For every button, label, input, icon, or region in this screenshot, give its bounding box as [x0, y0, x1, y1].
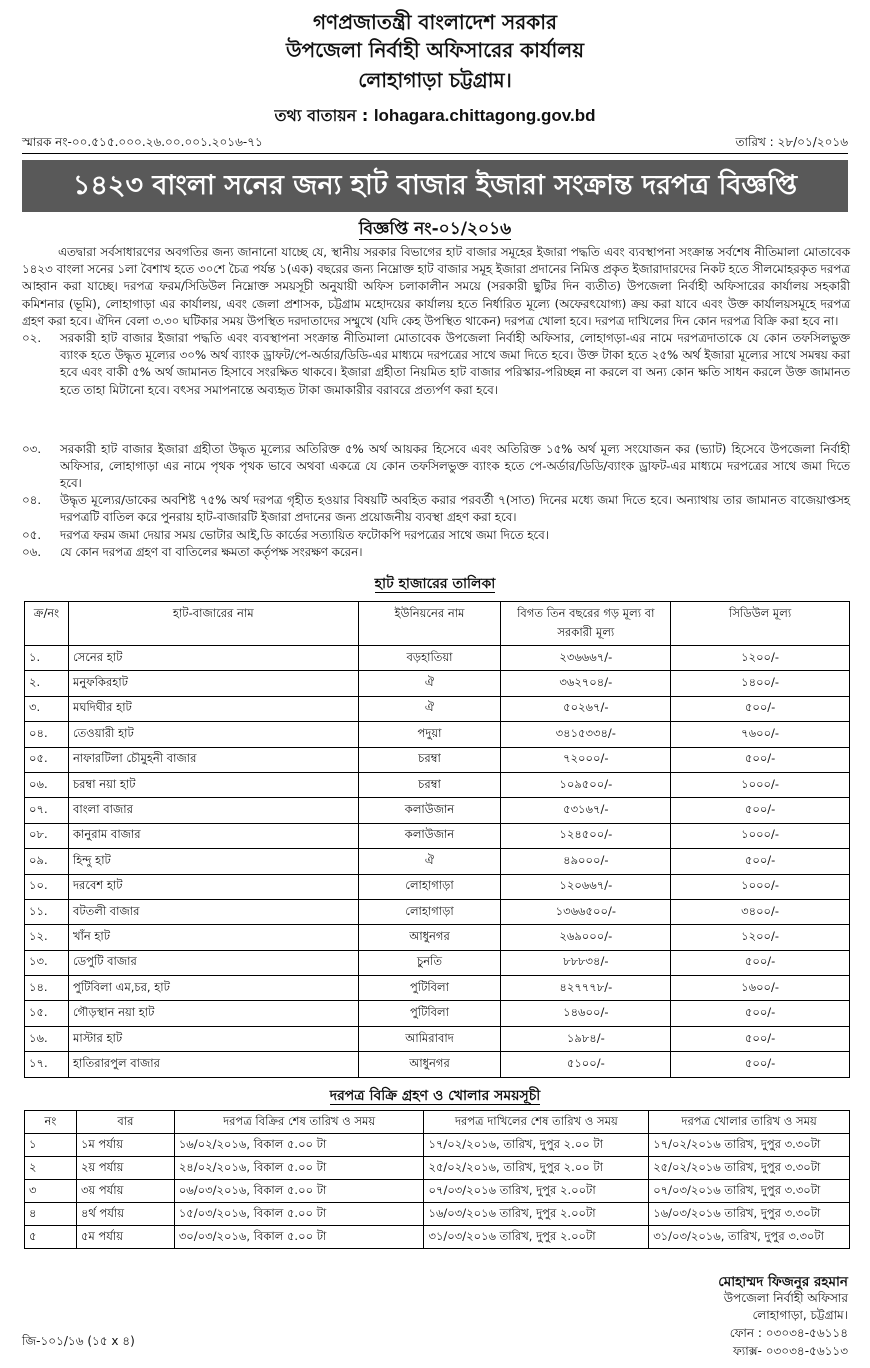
cell-serial: ১৪. [25, 976, 69, 1001]
table-row [25, 747, 850, 772]
cell-submit-deadline: ০৭/০৩/২০১৬ তারিখ, দুপুর ২.০০টা [424, 1180, 649, 1203]
cell-avg-price: ৭২০০০/- [501, 747, 671, 772]
cell-round: ২য় পর্যায় [76, 1157, 174, 1180]
cell-hat-name: সেনের হাট [68, 646, 358, 671]
cell-opening: ১৬/০৩/২০১৬ তারিখ, দুপুর ৩.৩০টা [649, 1203, 850, 1226]
cell-union: আধুনগর [358, 1052, 501, 1077]
col-header-sale-deadline: দরপত্র বিক্রির শেষ তারিখ ও সময় [174, 1111, 424, 1134]
cell-submit-deadline: ১৭/০২/২০১৬, তারিখ, দুপুর ২.০০ টা [424, 1134, 649, 1157]
cell-round: ১ম পর্যায় [76, 1134, 174, 1157]
clause-03 [22, 441, 850, 493]
col-header-round: বার [76, 1111, 174, 1134]
cell-union: পুটিবিলা [358, 976, 501, 1001]
cell-sale-deadline: ৩০/০৩/২০১৬, বিকাল ৫.০০ টা [174, 1226, 424, 1249]
col-header-no: নং [25, 1111, 77, 1134]
hat-list-title [0, 572, 870, 596]
cell-serial: ১৬. [25, 1026, 69, 1051]
cell-schedule-price: ৫০০/- [671, 950, 850, 975]
cell-union: কলাউজান [358, 798, 501, 823]
cell-hat-name: গৌড়স্থান নয়া হাট [68, 1001, 358, 1026]
cell-avg-price: ১৪৬০০/- [501, 1001, 671, 1026]
cell-avg-price: ১০৯৫০০/- [501, 772, 671, 797]
cell-avg-price: ৪৯০০০/- [501, 849, 671, 874]
cell-opening: ৩১/০৩/২০১৬, তারিখ, দুপুর ৩.৩০টা [649, 1226, 850, 1249]
cell-hat-name: বটতলী বাজার [68, 899, 358, 924]
memo-date: তারিখ : ২৮/০১/২০১৬ [735, 135, 848, 149]
table-row [25, 696, 850, 721]
clause-number: ০৬. [22, 545, 42, 559]
cell-avg-price: ১৩৬৬৫০০/- [501, 899, 671, 924]
clause-number: ০৪. [22, 493, 42, 507]
table-header-row [25, 1111, 850, 1134]
memo-reference: স্মারক নং-০০.৫১৫.০০০.২৬.০০.০০১.২০১৬-৭১ [22, 135, 263, 149]
cell-schedule-price: ৫০০/- [671, 696, 850, 721]
cell-avg-price: ২৩৬৬৬৭/- [501, 646, 671, 671]
cell-union: ঐ [358, 849, 501, 874]
cell-avg-price: ১৯৮৪/- [501, 1026, 671, 1051]
table-row [25, 899, 850, 924]
col-header-avg-price: বিগত তিন বছরের গড় মূল্য বা সরকারী মূল্য [501, 602, 671, 646]
cell-opening: ০৭/০৩/২০১৬ তারিখ, দুপুর ৩.৩০টা [649, 1180, 850, 1203]
cell-sale-deadline: ০৬/০৩/২০১৬, বিকাল ৫.০০ টা [174, 1180, 424, 1203]
table-row [25, 1226, 850, 1249]
cell-schedule-price: ১০০০/- [671, 772, 850, 797]
cell-union: আমিরাবাদ [358, 1026, 501, 1051]
clause-05 [22, 527, 850, 544]
cell-avg-price: ৫০২৬৭/- [501, 696, 671, 721]
footer-print-code: জি-১০১/১৬ (১৫ x ৪) [22, 1334, 135, 1348]
cell-hat-name: খাঁন হাট [68, 925, 358, 950]
table-row [25, 722, 850, 747]
table-row [25, 950, 850, 975]
cell-avg-price: ৫১০০/- [501, 1052, 671, 1077]
cell-schedule-price: ৫০০/- [671, 1026, 850, 1051]
cell-serial: ০৪. [25, 722, 69, 747]
cell-schedule-price: ৫০০/- [671, 1052, 850, 1077]
cell-hat-name: পুটিবিলা এম,চর, হাট [68, 976, 358, 1001]
cell-serial: ১১. [25, 899, 69, 924]
cell-schedule-price: ৫০০/- [671, 747, 850, 772]
cell-avg-price: ১২০৬৬৭/- [501, 874, 671, 899]
signatory-title: উপজেলা নির্বাহী অফিসার [723, 1291, 848, 1305]
header-office-name: উপজেলা নির্বাহী অফিসারের কার্যালয় [285, 38, 584, 62]
table-row [25, 1157, 850, 1180]
cell-avg-price: ৫৩১৬৭/- [501, 798, 671, 823]
table-row [25, 1203, 850, 1226]
cell-round: ৫ম পর্যায় [76, 1226, 174, 1249]
portal-label: তথ্য বাতায়ন : [274, 106, 369, 125]
cell-schedule-price: ১২০০/- [671, 646, 850, 671]
table-row [25, 671, 850, 696]
cell-round: ৪র্থ পর্যায় [76, 1203, 174, 1226]
signatory-phone: ফোন : ০৩০৩৪-৫৬১১৪ [729, 1326, 848, 1340]
col-header-schedule-price: সিডিউল মূল্য [671, 602, 850, 646]
clause-text: যে কোন দরপত্র গ্রহণ বা বাতিলের ক্ষমতা কর্তৃপক্ষ সংরক্ষণ করেন। [60, 545, 363, 559]
cell-no: ১ [25, 1134, 77, 1157]
cell-serial: ১৫. [25, 1001, 69, 1026]
cell-hat-name: ডেপুটি বাজার [68, 950, 358, 975]
cell-avg-price: ১২৪৫০০/- [501, 823, 671, 848]
cell-avg-price: ৮৮৮৩৪/- [501, 950, 671, 975]
col-header-union: ইউনিয়নের নাম [358, 602, 501, 646]
table-row [25, 925, 850, 950]
cell-schedule-price: ৫০০/- [671, 1001, 850, 1026]
table-row [25, 1180, 850, 1203]
table-header-row [25, 602, 850, 646]
cell-union: চরম্বা [358, 747, 501, 772]
cell-opening: ১৭/০২/২০১৬ তারিখ, দুপুর ৩.৩০টা [649, 1134, 850, 1157]
header-location: লোহাগাড়া চট্টগ্রাম। [358, 68, 512, 92]
cell-schedule-price: ১২০০/- [671, 925, 850, 950]
cell-serial: ৩. [25, 696, 69, 721]
col-header-serial: ক্র/নং [25, 602, 69, 646]
cell-serial: ১. [25, 646, 69, 671]
clause-number: ০৫. [22, 528, 42, 542]
notice-number-text: বিজ্ঞপ্তি নং-০১/২০১৬ [358, 219, 512, 239]
cell-no: ৫ [25, 1226, 77, 1249]
cell-serial: ০৯. [25, 849, 69, 874]
hat-bazar-table [24, 601, 850, 1078]
cell-sale-deadline: ২৪/০২/২০১৬, বিকাল ৫.০০ টা [174, 1157, 424, 1180]
cell-submit-deadline: ২৫/০২/২০১৬, তারিখ, দুপুর ২.০০ টা [424, 1157, 649, 1180]
cell-union: লোহাগাড়া [358, 874, 501, 899]
portal-url-link[interactable]: lohagara.chittagong.gov.bd [373, 106, 596, 125]
cell-union: পদুয়া [358, 722, 501, 747]
cell-union: পুটিবিলা [358, 1001, 501, 1026]
cell-sale-deadline: ১৫/০৩/২০১৬, বিকাল ৫.০০ টা [174, 1203, 424, 1226]
cell-hat-name: মাস্টার হাট [68, 1026, 358, 1051]
cell-hat-name: চরম্বা নয়া হাট [68, 772, 358, 797]
cell-hat-name: মঘদিঘীর হাট [68, 696, 358, 721]
clause-text: সরকারী হাট বাজার ইজারা পদ্ধতি এবং ব্যবস্থাপনা সংক্রান্ত নীতিমালা মোতাবেক উপজেলা নির্বাহী অফিসার, লোহাগড়া-এর নামে দরপত্রদাতাকে যে কোন তফসিলভুক্ত ব্যাংক হতে উদ্ধৃত মূল্যের ৩০% অর্থ ব্যাংক ড্রাফট/পে-অর্ডার/ডিডি-এর মাধ্যমে দরপত্রের সাথে জমা দিতে হবে। উক্ত টাকা হতে ২৫% অর্থ ইজারা মূল্যের সাথে সমন্বয় করা হবে এবং বাকী ৫% অর্থ জামানত হিসাবে সংরক্ষিত থাকবে। ইজারা গ্রহীতা নিয়মিত হাট বাজার পরিস্কার-পরিচ্ছন্ন না করলে বা অন্য কোন ক্ষতি সাধন করলে উক্ত জামানত হতে তাহা মিটানো হবে। বৎসর সমাপনান্তে অব্যহৃত টাকা জমাকারীর বরাবরে প্রত্যর্পণ করা হবে। [60, 331, 850, 397]
cell-no: ৩ [25, 1180, 77, 1203]
cell-hat-name: মনুফকিরহাট [68, 671, 358, 696]
table-row [25, 1134, 850, 1157]
signatory-name: মোহাম্মদ ফিজনুর রহমান [718, 1274, 848, 1290]
cell-submit-deadline: ১৬/০৩/২০১৬ তারিখ, দুপুর ২.০০টা [424, 1203, 649, 1226]
clause-06 [22, 544, 850, 561]
cell-serial: ০৫. [25, 747, 69, 772]
cell-avg-price: ৩৬২৭০৪/- [501, 671, 671, 696]
cell-union: আধুনগর [358, 925, 501, 950]
cell-serial: ০৬. [25, 772, 69, 797]
cell-avg-price: ৩৪১৫৩৩৪/- [501, 722, 671, 747]
schedule-title-text: দরপত্র বিক্রি গ্রহণ ও খোলার সময়সূচী [329, 1088, 541, 1104]
cell-no: ৪ [25, 1203, 77, 1226]
cell-opening: ২৫/০২/২০১৬ তারিখ, দুপুর ৩.৩০টা [649, 1157, 850, 1180]
cell-serial: ১৭. [25, 1052, 69, 1077]
cell-round: ৩য় পর্যায় [76, 1180, 174, 1203]
cell-union: ঐ [358, 696, 501, 721]
table-row [25, 1026, 850, 1051]
hat-list-title-text: হাট হাজারের তালিকা [374, 576, 496, 592]
cell-schedule-price: ৩৪০০/- [671, 899, 850, 924]
cell-hat-name: তেওয়ারী হাট [68, 722, 358, 747]
cell-serial: ১৩. [25, 950, 69, 975]
cell-union: ঐ [358, 671, 501, 696]
notice-number [0, 216, 870, 244]
clause-number: ০২. [22, 331, 42, 345]
cell-schedule-price: ৫০০/- [671, 849, 850, 874]
clause-text: সরকারী হাট বাজার ইজারা গ্রহীতা উদ্ধৃত মূল্যের অতিরিক্ত ৫% অর্থ আয়কর হিসেবে এবং অতিরিক্ত ১৫% অর্থ মূল্য সংযোজন কর (ভ্যাট) হিসেবে উপজেলা নির্বাহী অফিসার, লোহাগাড়া এর নামে পৃথক পৃথক ভাবে অথবা একত্রে যে কোন তফসিলভুক্ত ব্যাংক হতে পে-অর্ডার/ডিডি/ব্যাংক ড্রাফট-এর মাধ্যমে দরপত্রের সাথে জমা দিতে হবে। [60, 442, 850, 491]
clause-text: উদ্ধৃত মূল্যের/ডাকের অবশিষ্ট ৭৫% অর্থ দরপত্র গৃহীত হওয়ার বিষয়টি অবহিত করার পরবর্তী ৭(সাত) দিনের মধ্যে জমা দিতে হবে। অন্যাথায় তার জামানত বাজেয়াপ্তসহ দরপত্রটি বাতিল করে পুনরায় হাট-বাজারটি ইজারা প্রদানের জন্য প্রয়োজনীয় ব্যবস্থা গ্রহণ করা হবে। [60, 493, 850, 525]
table-row [25, 798, 850, 823]
clause-text: দরপত্র ফরম জমা দেয়ার সময় ভোটার আই,ডি কার্ডের সত্যায়িত ফটোকপি দরপত্রের সাথে জমা দিতে হবে। [60, 528, 549, 542]
cell-union: লোহাগাড়া [358, 899, 501, 924]
cell-schedule-price: ৫০০/- [671, 798, 850, 823]
cell-serial: ১০. [25, 874, 69, 899]
clause-02 [22, 330, 850, 399]
cell-avg-price: ৪২৭৭৭৮/- [501, 976, 671, 1001]
cell-union: কলাউজান [358, 823, 501, 848]
cell-sale-deadline: ১৬/০২/২০১৬, বিকাল ৫.০০ টা [174, 1134, 424, 1157]
cell-schedule-price: ৭৬০০/- [671, 722, 850, 747]
cell-serial: ১২. [25, 925, 69, 950]
cell-union: চুনতি [358, 950, 501, 975]
cell-schedule-price: ১৪০০/- [671, 671, 850, 696]
table-row [25, 1052, 850, 1077]
cell-union: বড়হাতিয়া [358, 646, 501, 671]
cell-submit-deadline: ৩১/০৩/২০১৬ তারিখ, দুপুর ২.০০টা [424, 1226, 649, 1249]
col-header-name: হাট-বাজারের নাম [68, 602, 358, 646]
table-row [25, 1001, 850, 1026]
signatory-office: লোহাগাড়া, চট্টগ্রাম। [752, 1308, 848, 1322]
header-government-name: গণপ্রজাতন্ত্রী বাংলাদেশ সরকার [313, 10, 557, 34]
cell-serial: ০৭. [25, 798, 69, 823]
cell-schedule-price: ১০০০/- [671, 874, 850, 899]
cell-hat-name: হিন্দু হাট [68, 849, 358, 874]
cell-no: ২ [25, 1157, 77, 1180]
cell-schedule-price: ১০০০/- [671, 823, 850, 848]
cell-serial: ০৮. [25, 823, 69, 848]
cell-hat-name: বাংলা বাজার [68, 798, 358, 823]
cell-hat-name: নাফারটিলা চৌমুহনী বাজার [68, 747, 358, 772]
clause-number: ০৩. [22, 442, 42, 456]
cell-hat-name: কানুরাম বাজার [68, 823, 358, 848]
table-row [25, 874, 850, 899]
table-row [25, 849, 850, 874]
notice-banner: ১৪২৩ বাংলা সনের জন্য হাট বাজার ইজারা সংক্রান্ত দরপত্র বিজ্ঞপ্তি [22, 160, 848, 212]
cell-hat-name: হাতিরারপুল বাজার [68, 1052, 358, 1077]
schedule-title [0, 1084, 870, 1108]
schedule-table [24, 1110, 850, 1249]
cell-hat-name: দরবেশ হাট [68, 874, 358, 899]
cell-union: চরম্বা [358, 772, 501, 797]
clause-04 [22, 492, 850, 526]
cell-schedule-price: ১৬০০/- [671, 976, 850, 1001]
signatory-fax: ফ্যাক্স- ০৩০৩৪-৫৬১১৩ [733, 1344, 848, 1358]
table-row [25, 976, 850, 1001]
cell-avg-price: ২৬৯০০০/- [501, 925, 671, 950]
cell-serial: ২. [25, 671, 69, 696]
intro-paragraph: এতদ্বারা সর্বসাধারণের অবগতির জন্য জানানো যাচ্ছে যে, স্থানীয় সরকার বিভাগের হাট বাজার সমূহের ইজারা পদ্ধতি এবং ব্যবস্থাপনা সংক্রান্ত সর্বশেষ নীতিমালা মোতাবেক ১৪২৩ বাংলা সনের ১লা বৈশাখ হতে ৩০শে চৈত্র পর্যন্ত ১(এক) বছরের জন্য নিম্নোক্ত হাট বাজার সমূহ ইজারা প্রদানের নিমিত্ত প্রকৃত ইজারাদারদের নিকট হতে সীলমোহরকৃত দরপত্র আহ্বান করা যাচ্ছে। দরপত্র ফরম/সিডিউল নিম্নোক্ত সময়সূচী অনুযায়ী অফিস চলাকালীন সময়ে (সরকারী ছুটির দিন ব্যতীত) উপজেলা নির্বাহী অফিসারের কার্যালয় সহকারী কমিশনার (ভূমি), লোহাগাড়া এর কার্যালয়, এবং জেলা প্রশাসক, চট্টগ্রাম মহোদয়ের কার্যালয় হতে নির্ধারিত মূল্যে (অফেরৎযোগ্য) ক্রয় করা যাবে এবং উক্ত কার্যালয়সমূহে দরপত্র গ্রহণ করা হবে। ঐদিন বেলা ৩.৩০ ঘটিকার সময় উপস্থিত দরদাতাদের সম্মুখে (যদি কেহ উপস্থিত থাকেন) দরপত্র খোলা হবে। দরপত্র দাখিলের দিন কোন দরপত্র বিক্রি করা হবে না। [22, 245, 850, 328]
col-header-submit-deadline: দরপত্র দাখিলের শেষ তারিখ ও সময় [424, 1111, 649, 1134]
table-row [25, 646, 850, 671]
header-portal [0, 103, 870, 130]
table-row [25, 823, 850, 848]
col-header-opening: দরপত্র খোলার তারিখ ও সময় [649, 1111, 850, 1134]
table-row [25, 772, 850, 797]
header-divider [22, 153, 848, 154]
